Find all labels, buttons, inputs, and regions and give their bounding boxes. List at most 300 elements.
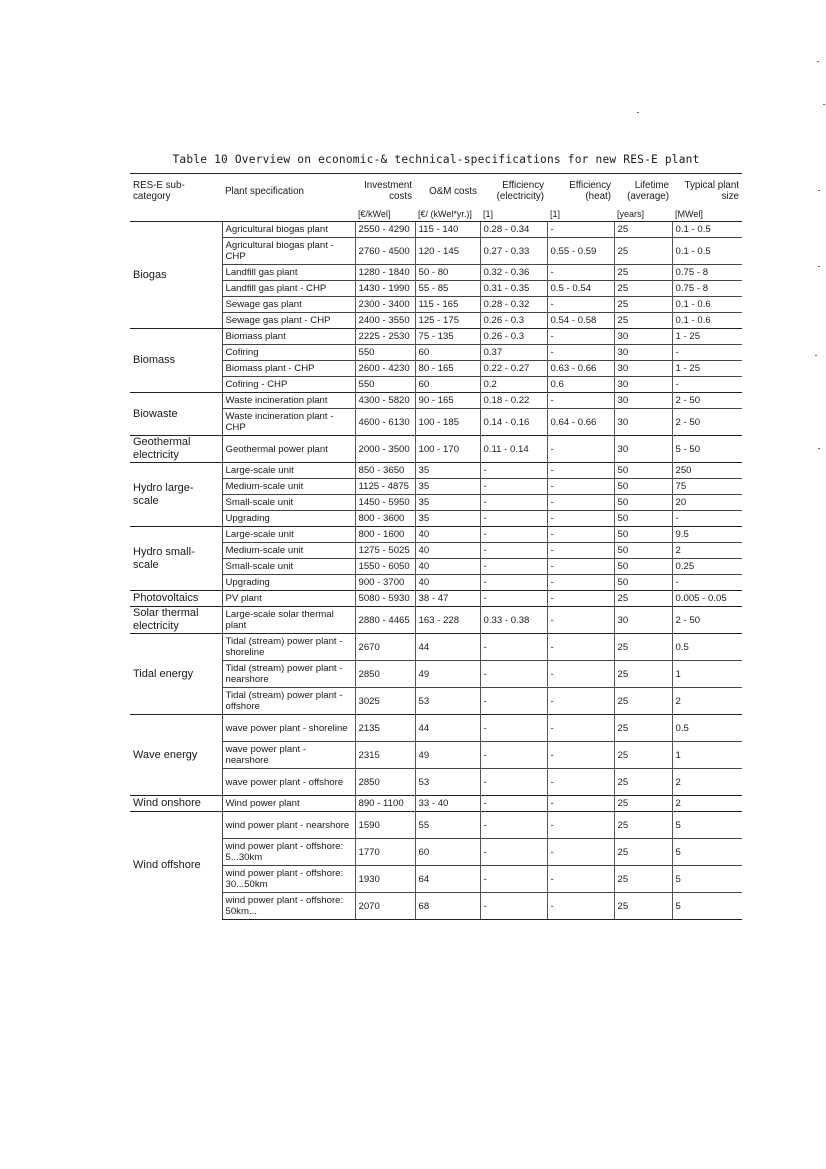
value-cell: 0.5 — [672, 715, 742, 742]
value-cell: 2850 — [355, 661, 415, 688]
value-cell: 0.6 — [547, 377, 614, 393]
value-cell: 50 — [614, 575, 672, 591]
table-body — [130, 222, 742, 920]
plant-specification-cell: Sewage gas plant - CHP — [222, 313, 355, 329]
value-cell: 0.5 - 0.54 — [547, 281, 614, 297]
value-cell: - — [547, 575, 614, 591]
value-cell: 35 — [415, 511, 480, 527]
value-cell: - — [547, 796, 614, 812]
value-cell: 50 — [614, 463, 672, 479]
value-cell: 49 — [415, 661, 480, 688]
table-row — [130, 313, 742, 329]
plant-specification-cell: Sewage gas plant — [222, 297, 355, 313]
plant-specification-cell: PV plant — [222, 591, 355, 607]
unit-cell: [€/kWel] — [355, 208, 415, 222]
category-cell: Wind offshore — [130, 812, 222, 920]
value-cell: 0.28 - 0.34 — [480, 222, 547, 238]
value-cell: 0.2 — [480, 377, 547, 393]
value-cell: 1550 - 6050 — [355, 559, 415, 575]
value-cell: 25 — [614, 265, 672, 281]
value-cell: 100 - 185 — [415, 409, 480, 436]
value-cell: - — [480, 463, 547, 479]
value-cell: 30 — [614, 607, 672, 634]
value-cell: - — [672, 511, 742, 527]
plant-specification-cell: Waste incineration plant — [222, 393, 355, 409]
value-cell: 1930 — [355, 866, 415, 893]
category-cell: Hydro large-scale — [130, 463, 222, 527]
value-cell: 60 — [415, 377, 480, 393]
value-cell: - — [480, 742, 547, 769]
column-header: RES-E sub-category — [130, 174, 222, 209]
value-cell: 9.5 — [672, 527, 742, 543]
value-cell: 30 — [614, 409, 672, 436]
units-row — [130, 208, 742, 222]
value-cell: 2400 - 3550 — [355, 313, 415, 329]
value-cell: 30 — [614, 436, 672, 463]
value-cell: 0.1 - 0.5 — [672, 238, 742, 265]
value-cell: 0.31 - 0.35 — [480, 281, 547, 297]
value-cell: - — [547, 479, 614, 495]
value-cell: 2670 — [355, 634, 415, 661]
value-cell: 0.27 - 0.33 — [480, 238, 547, 265]
plant-specification-cell: Large-scale solar thermal plant — [222, 607, 355, 634]
value-cell: 5 - 50 — [672, 436, 742, 463]
value-cell: 0.64 - 0.66 — [547, 409, 614, 436]
plant-specification-cell: Large-scale unit — [222, 463, 355, 479]
value-cell: - — [480, 575, 547, 591]
value-cell: 50 — [614, 559, 672, 575]
table-row — [130, 839, 742, 866]
value-cell: 5080 - 5930 — [355, 591, 415, 607]
category-cell: Hydro small-scale — [130, 527, 222, 591]
value-cell: - — [547, 543, 614, 559]
value-cell: 35 — [415, 479, 480, 495]
value-cell: - — [547, 495, 614, 511]
value-cell: 55 — [415, 812, 480, 839]
plant-specification-cell: Cofiring — [222, 345, 355, 361]
table-row — [130, 222, 742, 238]
value-cell: 850 - 3650 — [355, 463, 415, 479]
plant-specification-cell: Geothermal power plant — [222, 436, 355, 463]
table-row — [130, 377, 742, 393]
value-cell: 0.18 - 0.22 — [480, 393, 547, 409]
value-cell: 50 - 80 — [415, 265, 480, 281]
table-row — [130, 812, 742, 839]
table-row — [130, 543, 742, 559]
value-cell: 2000 - 3500 — [355, 436, 415, 463]
value-cell: - — [480, 495, 547, 511]
value-cell: - — [672, 377, 742, 393]
header-row — [130, 174, 742, 209]
value-cell: 25 — [614, 297, 672, 313]
value-cell: 25 — [614, 313, 672, 329]
value-cell: 1 - 25 — [672, 329, 742, 345]
table-row — [130, 607, 742, 634]
value-cell: 25 — [614, 866, 672, 893]
value-cell: 115 - 165 — [415, 297, 480, 313]
category-cell: Tidal energy — [130, 634, 222, 715]
value-cell: 2225 - 2530 — [355, 329, 415, 345]
table-row — [130, 893, 742, 920]
value-cell: 2300 - 3400 — [355, 297, 415, 313]
plant-specification-cell: Tidal (stream) power plant - offshore — [222, 688, 355, 715]
value-cell: - — [547, 812, 614, 839]
category-cell: Wave energy — [130, 715, 222, 796]
value-cell: - — [547, 559, 614, 575]
value-cell: 0.22 - 0.27 — [480, 361, 547, 377]
value-cell: - — [480, 839, 547, 866]
value-cell: 1280 - 1840 — [355, 265, 415, 281]
value-cell: - — [480, 661, 547, 688]
value-cell: - — [547, 222, 614, 238]
value-cell: 115 - 140 — [415, 222, 480, 238]
table-row — [130, 479, 742, 495]
plant-specification-cell: Tidal (stream) power plant - nearshore — [222, 661, 355, 688]
value-cell: 550 — [355, 345, 415, 361]
value-cell: 5 — [672, 812, 742, 839]
value-cell: - — [480, 812, 547, 839]
value-cell: 1450 - 5950 — [355, 495, 415, 511]
scan-speck — [823, 104, 825, 105]
value-cell: 0.33 - 0.38 — [480, 607, 547, 634]
value-cell: 5 — [672, 839, 742, 866]
table-row — [130, 715, 742, 742]
value-cell: 40 — [415, 543, 480, 559]
plant-specification-cell: Wind power plant — [222, 796, 355, 812]
value-cell: 800 - 3600 — [355, 511, 415, 527]
table-row — [130, 436, 742, 463]
table-caption: Table 10 Overview on economic-& technical-specifications for new RES-E plant — [172, 153, 700, 166]
value-cell: 2 — [672, 688, 742, 715]
value-cell: 25 — [614, 281, 672, 297]
value-cell: 0.55 - 0.59 — [547, 238, 614, 265]
value-cell: 40 — [415, 559, 480, 575]
value-cell: - — [547, 742, 614, 769]
value-cell: - — [547, 769, 614, 796]
value-cell: 0.37 — [480, 345, 547, 361]
plant-specification-cell: Small-scale unit — [222, 559, 355, 575]
plant-specification-cell: Biomass plant — [222, 329, 355, 345]
value-cell: 33 - 40 — [415, 796, 480, 812]
value-cell: 1430 - 1990 — [355, 281, 415, 297]
column-header: O&M costs — [415, 174, 480, 209]
value-cell: - — [672, 345, 742, 361]
value-cell: 0.54 - 0.58 — [547, 313, 614, 329]
value-cell: 30 — [614, 345, 672, 361]
value-cell: 1770 — [355, 839, 415, 866]
value-cell: 0.26 - 0.3 — [480, 313, 547, 329]
value-cell: - — [480, 591, 547, 607]
value-cell: 125 - 175 — [415, 313, 480, 329]
value-cell: 25 — [614, 715, 672, 742]
value-cell: 0.1 - 0.5 — [672, 222, 742, 238]
value-cell: 1 — [672, 661, 742, 688]
plant-specification-cell: wind power plant - offshore: 30...50km — [222, 866, 355, 893]
value-cell: 35 — [415, 495, 480, 511]
value-cell: - — [547, 591, 614, 607]
category-cell: Photovoltaics — [130, 591, 222, 607]
table-row — [130, 742, 742, 769]
value-cell: 0.32 - 0.36 — [480, 265, 547, 281]
unit-cell: [MWel] — [672, 208, 742, 222]
value-cell: 50 — [614, 479, 672, 495]
value-cell: 0.11 - 0.14 — [480, 436, 547, 463]
category-cell: Wind onshore — [130, 796, 222, 812]
value-cell: 0.28 - 0.32 — [480, 297, 547, 313]
value-cell: - — [547, 436, 614, 463]
value-cell: 0.14 - 0.16 — [480, 409, 547, 436]
table-row — [130, 688, 742, 715]
value-cell: 25 — [614, 688, 672, 715]
value-cell: 25 — [614, 661, 672, 688]
value-cell: 38 - 47 — [415, 591, 480, 607]
plant-specification-cell: Landfill gas plant - CHP — [222, 281, 355, 297]
plant-specification-cell: Waste incineration plant - CHP — [222, 409, 355, 436]
value-cell: - — [480, 543, 547, 559]
category-cell: Biomass — [130, 329, 222, 393]
table-row — [130, 559, 742, 575]
value-cell: - — [547, 297, 614, 313]
column-header: Lifetime (average) — [614, 174, 672, 209]
value-cell: 900 - 3700 — [355, 575, 415, 591]
table-row — [130, 866, 742, 893]
specification-table — [130, 173, 742, 920]
value-cell: - — [547, 463, 614, 479]
unit-cell — [222, 208, 355, 222]
scan-speck — [817, 61, 819, 62]
value-cell: 44 — [415, 715, 480, 742]
value-cell: 1 - 25 — [672, 361, 742, 377]
column-header: Typical plant size — [672, 174, 742, 209]
value-cell: 4600 - 6130 — [355, 409, 415, 436]
value-cell: 2 — [672, 543, 742, 559]
value-cell: 0.26 - 0.3 — [480, 329, 547, 345]
value-cell: - — [547, 634, 614, 661]
value-cell: 80 - 165 — [415, 361, 480, 377]
value-cell: - — [547, 329, 614, 345]
value-cell: 60 — [415, 839, 480, 866]
value-cell: - — [480, 866, 547, 893]
value-cell: 55 - 85 — [415, 281, 480, 297]
value-cell: 1125 - 4875 — [355, 479, 415, 495]
value-cell: - — [547, 893, 614, 920]
value-cell: 20 — [672, 495, 742, 511]
value-cell: 25 — [614, 634, 672, 661]
value-cell: 30 — [614, 377, 672, 393]
value-cell: 2550 - 4290 — [355, 222, 415, 238]
plant-specification-cell: Agricultural biogas plant — [222, 222, 355, 238]
value-cell: 2 - 50 — [672, 393, 742, 409]
value-cell: 0.1 - 0.6 — [672, 313, 742, 329]
value-cell: 163 - 228 — [415, 607, 480, 634]
value-cell: 35 — [415, 463, 480, 479]
value-cell: 0.5 — [672, 634, 742, 661]
table-row — [130, 634, 742, 661]
table-row — [130, 527, 742, 543]
value-cell: 0.005 - 0.05 — [672, 591, 742, 607]
value-cell: 75 — [672, 479, 742, 495]
value-cell: 1590 — [355, 812, 415, 839]
scan-speck — [818, 190, 820, 191]
category-cell: Biogas — [130, 222, 222, 329]
value-cell: 1 — [672, 742, 742, 769]
unit-cell: [years] — [614, 208, 672, 222]
value-cell: - — [672, 575, 742, 591]
table-row — [130, 591, 742, 607]
table-row — [130, 575, 742, 591]
value-cell: - — [547, 715, 614, 742]
table-row — [130, 463, 742, 479]
unit-cell: [1] — [547, 208, 614, 222]
scan-speck — [818, 266, 820, 267]
value-cell: 2070 — [355, 893, 415, 920]
value-cell: 68 — [415, 893, 480, 920]
table-row — [130, 329, 742, 345]
plant-specification-cell: wind power plant - offshore: 50km... — [222, 893, 355, 920]
value-cell: 0.75 - 8 — [672, 265, 742, 281]
value-cell: 44 — [415, 634, 480, 661]
value-cell: 2600 - 4230 — [355, 361, 415, 377]
table-row — [130, 345, 742, 361]
table-row — [130, 409, 742, 436]
value-cell: - — [547, 393, 614, 409]
value-cell: 5 — [672, 893, 742, 920]
column-header: Investment costs — [355, 174, 415, 209]
value-cell: 25 — [614, 893, 672, 920]
value-cell: 0.25 — [672, 559, 742, 575]
plant-specification-cell: wave power plant - nearshore — [222, 742, 355, 769]
value-cell: 90 - 165 — [415, 393, 480, 409]
table-row — [130, 361, 742, 377]
value-cell: 2315 — [355, 742, 415, 769]
value-cell: - — [480, 796, 547, 812]
plant-specification-cell: Landfill gas plant — [222, 265, 355, 281]
value-cell: 0.1 - 0.6 — [672, 297, 742, 313]
value-cell: 1275 - 5025 — [355, 543, 415, 559]
plant-specification-cell: Large-scale unit — [222, 527, 355, 543]
column-header: Efficiency (electricity) — [480, 174, 547, 209]
value-cell: 50 — [614, 495, 672, 511]
value-cell: 800 - 1600 — [355, 527, 415, 543]
value-cell: 25 — [614, 591, 672, 607]
value-cell: 0.75 - 8 — [672, 281, 742, 297]
value-cell: 2880 - 4465 — [355, 607, 415, 634]
plant-specification-cell: Biomass plant - CHP — [222, 361, 355, 377]
column-header: Efficiency (heat) — [547, 174, 614, 209]
value-cell: 30 — [614, 361, 672, 377]
value-cell: 25 — [614, 839, 672, 866]
value-cell: - — [547, 839, 614, 866]
value-cell: 120 - 145 — [415, 238, 480, 265]
value-cell: 50 — [614, 527, 672, 543]
plant-specification-cell: Upgrading — [222, 575, 355, 591]
plant-specification-cell: Medium-scale unit — [222, 479, 355, 495]
value-cell: 30 — [614, 393, 672, 409]
value-cell: 25 — [614, 238, 672, 265]
value-cell: 550 — [355, 377, 415, 393]
scan-speck — [818, 448, 820, 449]
value-cell: 40 — [415, 575, 480, 591]
value-cell: 100 - 170 — [415, 436, 480, 463]
value-cell: - — [480, 479, 547, 495]
table-row — [130, 393, 742, 409]
scan-speck — [815, 355, 817, 356]
unit-cell — [130, 208, 222, 222]
value-cell: 5 — [672, 866, 742, 893]
value-cell: 2 — [672, 796, 742, 812]
value-cell: 2 — [672, 769, 742, 796]
category-cell: Solar thermal electricity — [130, 607, 222, 634]
value-cell: - — [547, 527, 614, 543]
value-cell: 890 - 1100 — [355, 796, 415, 812]
value-cell: - — [480, 527, 547, 543]
value-cell: - — [480, 893, 547, 920]
value-cell: - — [480, 511, 547, 527]
value-cell: 40 — [415, 527, 480, 543]
plant-specification-cell: wind power plant - nearshore — [222, 812, 355, 839]
value-cell: 4300 - 5820 — [355, 393, 415, 409]
value-cell: 64 — [415, 866, 480, 893]
table-row — [130, 238, 742, 265]
value-cell: 2135 — [355, 715, 415, 742]
value-cell: 25 — [614, 742, 672, 769]
value-cell: 0.63 - 0.66 — [547, 361, 614, 377]
value-cell: - — [480, 769, 547, 796]
value-cell: - — [547, 661, 614, 688]
table-row — [130, 495, 742, 511]
value-cell: 3025 — [355, 688, 415, 715]
value-cell: 25 — [614, 769, 672, 796]
plant-specification-cell: Cofiring - CHP — [222, 377, 355, 393]
plant-specification-cell: wave power plant - shoreline — [222, 715, 355, 742]
category-cell: Geothermal electricity — [130, 436, 222, 463]
value-cell: - — [547, 345, 614, 361]
table-row — [130, 511, 742, 527]
table-row — [130, 769, 742, 796]
value-cell: 250 — [672, 463, 742, 479]
value-cell: 25 — [614, 222, 672, 238]
plant-specification-cell: wind power plant - offshore: 5...30km — [222, 839, 355, 866]
unit-cell: [1] — [480, 208, 547, 222]
plant-specification-cell: Small-scale unit — [222, 495, 355, 511]
value-cell: - — [547, 866, 614, 893]
value-cell: - — [480, 634, 547, 661]
value-cell: - — [547, 607, 614, 634]
plant-specification-cell: Upgrading — [222, 511, 355, 527]
table-row — [130, 297, 742, 313]
unit-cell: [€/ (kWel*yr.)] — [415, 208, 480, 222]
value-cell: 53 — [415, 769, 480, 796]
value-cell: - — [480, 715, 547, 742]
category-cell: Biowaste — [130, 393, 222, 436]
value-cell: 50 — [614, 543, 672, 559]
value-cell: 25 — [614, 796, 672, 812]
value-cell: 49 — [415, 742, 480, 769]
plant-specification-cell: Tidal (stream) power plant - shoreline — [222, 634, 355, 661]
table-row — [130, 661, 742, 688]
value-cell: 50 — [614, 511, 672, 527]
value-cell: 2760 - 4500 — [355, 238, 415, 265]
value-cell: 2 - 50 — [672, 409, 742, 436]
value-cell: - — [480, 688, 547, 715]
value-cell: 2 - 50 — [672, 607, 742, 634]
value-cell: - — [547, 688, 614, 715]
value-cell: 25 — [614, 812, 672, 839]
column-header: Plant specification — [222, 174, 355, 209]
scan-speck — [637, 112, 639, 113]
value-cell: 2850 — [355, 769, 415, 796]
value-cell: - — [547, 511, 614, 527]
